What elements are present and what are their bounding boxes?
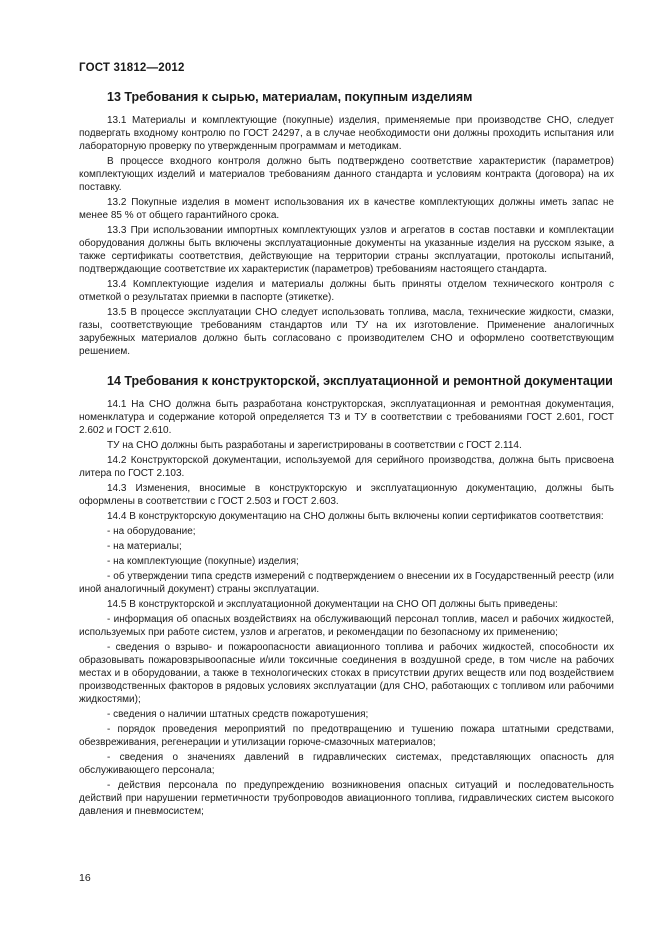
list-item: - сведения о значениях давлений в гидравлических системах, представляющих опасность для обслуживающего персонала; <box>79 752 614 776</box>
list-item: - сведения о наличии штатных средств пожаротушения; <box>107 709 369 720</box>
list-item: - на комплектующие (покупные) изделия; <box>107 556 299 567</box>
paragraph-14-5: 14.5 В конструкторской и эксплуатационной документации на СНО ОП должны быть приведены: <box>107 599 558 610</box>
document-body <box>79 90 614 820</box>
paragraph-14-1: 14.1 На СНО должна быть разработана конструкторская, эксплуатационная и ремонтная документация, номенклатура и содержание которой определяется ТЗ и ТУ в соответствии с требованиями ГОСТ 2.601, ГОСТ 2.602 и ГОСТ 2.610. <box>79 399 614 436</box>
paragraph-13-3: 13.3 При использовании импортных комплектующих узлов и агрегатов в состав поставки и комплектации оборудования должны быть включены эксплуатационные документы на указанные изделия на русском языке, а также сертификаты соответствия, действующие на территории страны эксплуатации, протоколы испытаний, подтверждающие соответствие их характеристик (параметров) требованиям настоящего стандарта. <box>79 225 614 275</box>
list-item: - действия персонала по предупреждению возникновения опасных ситуаций и последовательность действий при нарушении герметичности трубопроводов авиационного топлива, гидравлических систем высокого давления и пневмосистем; <box>79 780 614 817</box>
section-14-heading: 14 Требования к конструкторской, эксплуатационной и ремонтной документации <box>107 374 613 388</box>
paragraph-13-5: 13.5 В процессе эксплуатации СНО следует использовать топлива, масла, технические жидкости, смазки, газы, соответствующие требованиям стандартов или ТУ на их изготовление. Применение аналогичных зарубежных материалов должно быть согласовано с производителем СНО и оформлено соответствующим решением. <box>79 307 614 357</box>
section-13-heading: 13 Требования к сырью, материалам, покупным изделиям <box>107 90 473 104</box>
list-item: - сведения о взрыво- и пожароопасности авиационного топлива и рабочих жидкостей, способности их образовывать пожаровзрывоопасные и/или токсичные соединения в воздушной среде, в том числе на рабочих местах и в оборудовании, а также в технологических стоках в присутствии других веществ или под воздействием производственных факторов в рядовых условиях эксплуатации (для СНО, работающих с топливом или рабочими жидкостями); <box>79 642 614 705</box>
list-item: - на материалы; <box>107 541 182 552</box>
document-code: ГОСТ 31812—2012 <box>79 62 185 74</box>
list-item: - на оборудование; <box>107 526 196 537</box>
paragraph-13-4: 13.4 Комплектующие изделия и материалы должны быть приняты отделом технического контроля с отметкой о результатах приемки в паспорте (этикетке). <box>79 279 614 303</box>
paragraph-13-1-input-control: В процессе входного контроля должно быть подтверждено соответствие характеристик (параметров) комплектующих изделий и материалов требованиям данного стандарта и условиям контракта (договора) на их поставку. <box>79 156 614 193</box>
page-number: 16 <box>79 872 91 884</box>
paragraph-13-2: 13.2 Покупные изделия в момент использования их в качестве комплектующих должны иметь запас не менее 85 % от общего гарантийного срока. <box>79 197 614 221</box>
paragraph-14-2: 14.2 Конструкторской документации, используемой для серийного производства, должна быть присвоена литера по ГОСТ 2.103. <box>79 455 614 479</box>
list-item: - об утверждении типа средств измерений с подтверждением о внесении их в Государственный реестр (или иной аналогичный документ) страны эксплуатации. <box>79 571 614 595</box>
paragraph-14-1-tu: ТУ на СНО должны быть разработаны и зарегистрированы в соответствии с ГОСТ 2.114. <box>107 440 522 451</box>
paragraph-13-1: 13.1 Материалы и комплектующие (покупные) изделия, применяемые при производстве СНО, следует подвергать входному контролю по ГОСТ 24297, а в случае необходимости они должны проходить испытания или лабораторную проверку по утвержденным программам и методикам. <box>79 115 614 152</box>
list-item: - порядок проведения мероприятий по предотвращению и тушению пожара штатными средствами, обезвреживания, регенерации и утилизации горюче-смазочных материалов; <box>79 724 614 748</box>
paragraph-14-3: 14.3 Изменения, вносимые в конструкторскую и эксплуатационную документацию, должны быть оформлены в соответствии с ГОСТ 2.503 и ГОСТ 2.603. <box>79 483 614 507</box>
paragraph-14-4: 14.4 В конструкторскую документацию на СНО должны быть включены копии сертификатов соответствия: <box>107 511 604 522</box>
list-item: - информация об опасных воздействиях на обслуживающий персонал топлив, масел и рабочих жидкостей, используемых при работе систем, узлов и агрегатов, и рекомендации по безопасному их применению; <box>79 614 614 638</box>
